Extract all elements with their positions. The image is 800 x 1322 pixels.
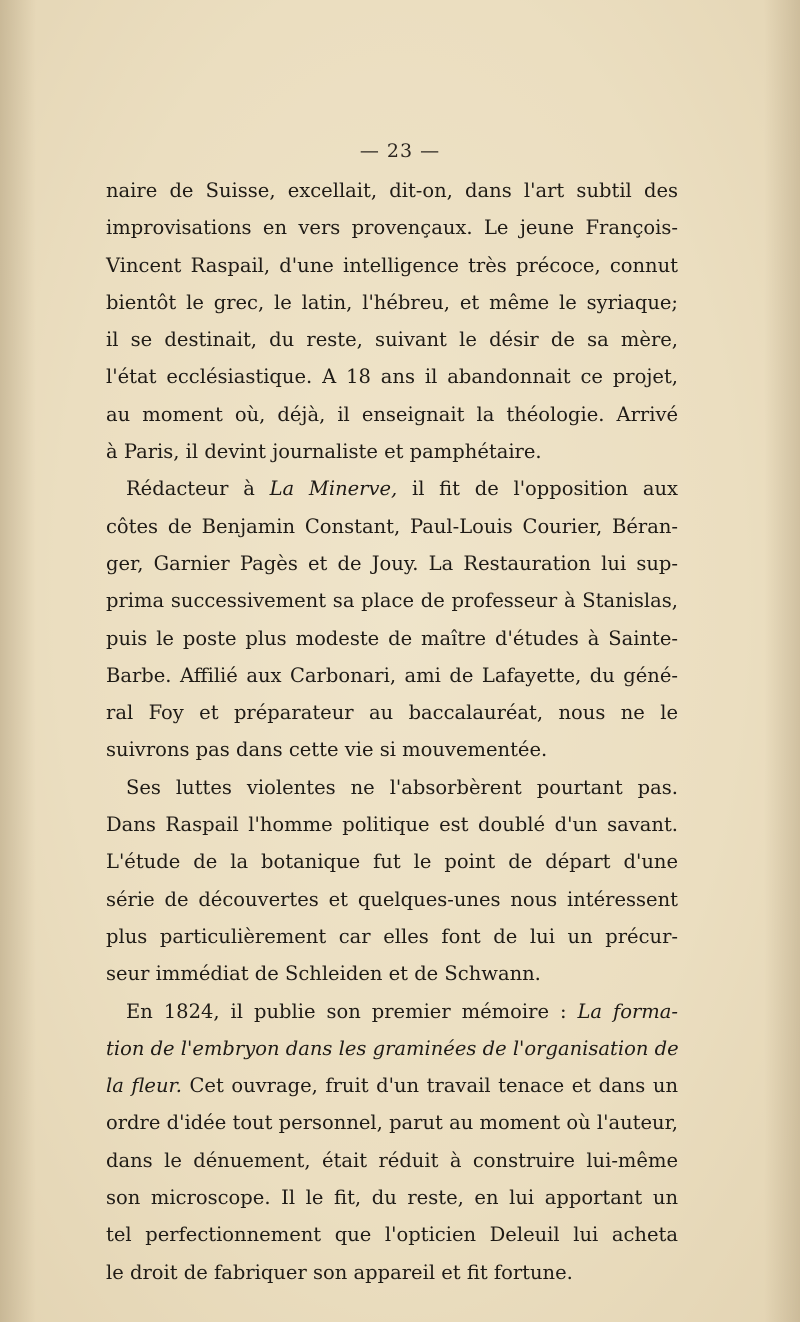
text-line: En 1824, il publie son premier mémoire : La forma- (126, 999, 678, 1023)
text-line: improvisations en vers provençaux. Le jeune François- (106, 216, 678, 240)
text-line: Vincent Raspail, d'une intelligence très précoce, connut (106, 253, 678, 277)
text-line: Barbe. Affilié aux Carbonari, ami de Lafayette, du géné- (106, 663, 678, 687)
text-line: ordre d'idée tout personnel, parut au moment où l'auteur, (106, 1111, 678, 1135)
text-line: L'étude de la botanique fut le point de départ d'une (106, 850, 678, 874)
text-line: il se destinait, du reste, suivant le désir de sa mère, (106, 328, 678, 352)
text-line: bientôt le grec, le latin, l'hébreu, et même le syriaque; (106, 290, 678, 314)
text-line: le droit de fabriquer son appareil et fit fortune. (106, 1260, 573, 1284)
work-title: La forma- (577, 999, 678, 1023)
page-number: — 23 — (359, 140, 441, 162)
text-line: ral Foy et préparateur au baccalauréat, nous ne le (106, 701, 678, 725)
text-line: Rédacteur à La Minerve, il fit de l'opposition aux (126, 477, 679, 501)
text-line: la fleur. Cet ouvrage, fruit d'un travail tenace et dans un (106, 1074, 678, 1098)
page-edge-shadow-right (764, 0, 800, 1322)
work-title: la fleur. (106, 1074, 182, 1098)
body-text (106, 172, 678, 1291)
text-line: ger, Garnier Pagès et de Jouy. La Restauration lui sup- (106, 551, 678, 575)
text-line: dans le dénuement, était réduit à construire lui-même (106, 1148, 678, 1172)
text-line: tel perfectionnement que l'opticien Deleuil lui acheta (106, 1223, 678, 1247)
text-line: prima successivement sa place de professeur à Stanislas, (106, 589, 678, 613)
text-line: plus particulièrement car elles font de lui un précur- (106, 924, 678, 948)
text-line: Dans Raspail l'homme politique est doublé d'un savant. (106, 813, 678, 837)
text-line: au moment où, déjà, il enseignait la théologie. Arrivé (106, 402, 678, 426)
work-title: tion de l'embryon dans les graminées de l'organisation de (106, 1036, 679, 1060)
journal-title: La Minerve, (269, 477, 398, 501)
text-line: côtes de Benjamin Constant, Paul-Louis Courier, Béran- (106, 514, 678, 538)
text-line: l'état ecclésiastique. A 18 ans il abandonnait ce projet, (106, 365, 678, 389)
text-line: Ses luttes violentes ne l'absorbèrent pourtant pas. (126, 775, 678, 799)
text-line (106, 1030, 678, 1067)
text-line: série de découvertes et quelques-unes nous intéressent (106, 887, 678, 911)
text-line: puis le poste plus modeste de maître d'études à Sainte- (106, 626, 678, 650)
text-line: naire de Suisse, excellait, dit-on, dans l'art subtil des (106, 179, 678, 202)
text-line: suivrons pas dans cette vie si mouvementée. (106, 738, 548, 762)
text-line: son microscope. Il le fit, du reste, en lui apportant un (106, 1186, 678, 1210)
text-line: à Paris, il devint journaliste et pamphétaire. (106, 440, 542, 464)
page-edge-shadow-left (0, 0, 36, 1322)
text-line: seur immédiat de Schleiden et de Schwann. (106, 962, 541, 986)
